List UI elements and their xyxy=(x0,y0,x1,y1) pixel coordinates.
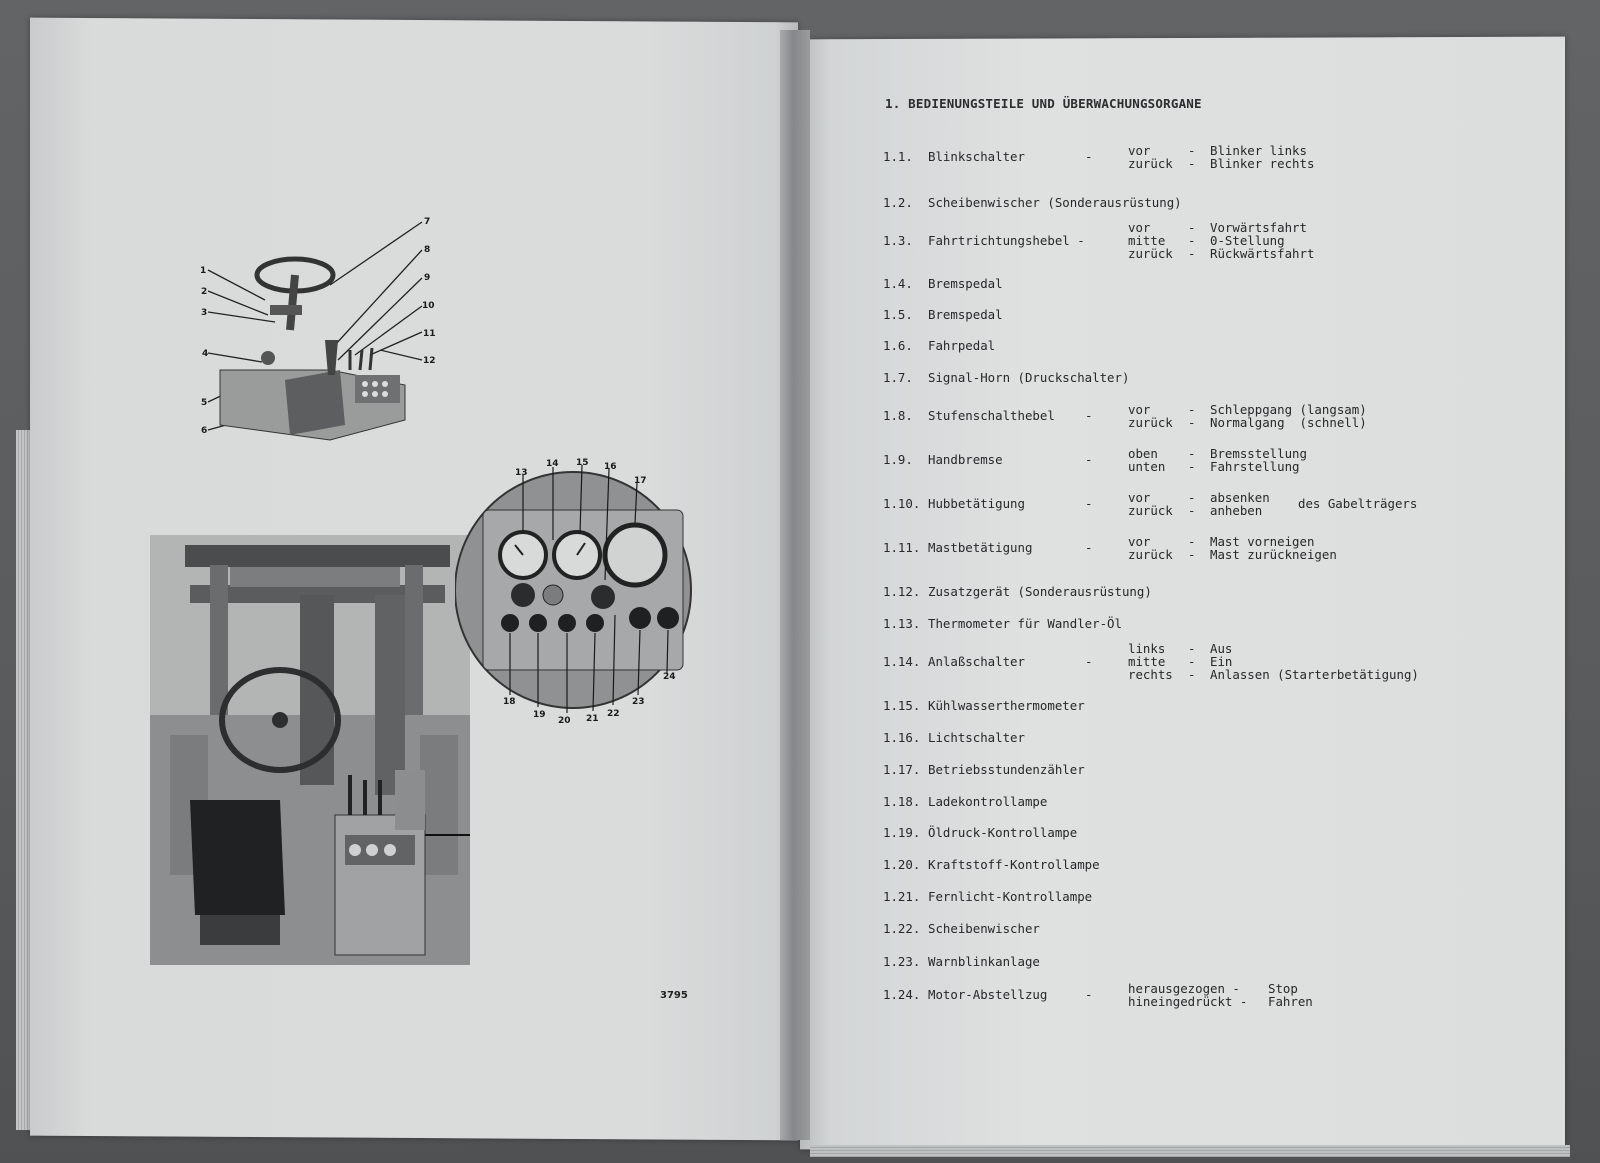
result-dash: - xyxy=(1188,414,1196,430)
entry-result: Blinker links xyxy=(1210,142,1307,158)
entry-position: unten xyxy=(1128,458,1166,474)
callout-3: 3 xyxy=(201,308,208,318)
callout-21: 21 xyxy=(586,714,599,724)
entry-result: Vorwärtsfahrt xyxy=(1210,220,1307,235)
callout-15: 15 xyxy=(576,458,589,468)
callout-14: 14 xyxy=(546,459,559,469)
entry-label: Hubbetätigung xyxy=(928,496,1025,511)
entry-number: 1.8. xyxy=(883,408,913,423)
callout-8: 8 xyxy=(424,245,431,255)
entry-number: 1.23. xyxy=(883,954,921,969)
entry-position: mitte xyxy=(1128,233,1166,248)
entry-number: 1.16. xyxy=(883,730,921,745)
entry-label: Scheibenwischer (Sonderausrüstung) xyxy=(928,195,1182,210)
entry-number: 1.3. xyxy=(883,233,913,248)
entry-position: zurück xyxy=(1128,246,1173,261)
entry-label: Thermometer für Wandler-Öl xyxy=(928,616,1122,631)
entry-result: Fahren xyxy=(1268,993,1313,1009)
entry-position: zurück xyxy=(1128,546,1173,562)
entry-dash: - xyxy=(1085,408,1093,423)
entry-position: herausgezogen - xyxy=(1128,980,1240,996)
entry-extra: des Gabelträgers xyxy=(1298,496,1418,511)
result-dash: - xyxy=(1188,533,1196,549)
entry-result: Mast vorneigen xyxy=(1210,533,1315,549)
page-number: 3795 xyxy=(660,990,688,1001)
entry-label: Anlaßschalter xyxy=(928,654,1025,669)
result-dash: - xyxy=(1188,246,1196,261)
entry-dash: - xyxy=(1085,149,1093,164)
result-dash: - xyxy=(1188,489,1196,505)
entry-result: Bremsstellung xyxy=(1210,445,1307,461)
entry-label: Bremspedal xyxy=(928,276,1003,291)
entry-label: Scheibenwischer xyxy=(928,921,1040,936)
result-dash: - xyxy=(1188,502,1196,518)
callout-18: 18 xyxy=(503,697,516,707)
entry-number: 1.21. xyxy=(883,889,921,904)
entry-result: 0-Stellung xyxy=(1210,233,1285,248)
callout-24: 24 xyxy=(663,672,676,682)
result-dash: - xyxy=(1188,654,1196,669)
entry-position: rechts xyxy=(1128,667,1173,682)
instrument-panel-inset xyxy=(455,455,705,735)
result-dash: - xyxy=(1188,641,1196,656)
entry-number: 1.6. xyxy=(883,338,913,353)
entry-number: 1.20. xyxy=(883,857,921,872)
callout-12: 12 xyxy=(423,356,436,366)
entry-number: 1.11. xyxy=(883,540,921,555)
entry-position: vor xyxy=(1128,533,1151,549)
result-dash: - xyxy=(1188,667,1196,682)
entry-result: absenken xyxy=(1210,489,1270,505)
entry-number: 1.2. xyxy=(883,195,913,210)
entry-result: Stop xyxy=(1268,980,1298,996)
entry-label: Motor-Abstellzug xyxy=(928,987,1048,1002)
entry-label: Öldruck-Kontrollampe xyxy=(928,825,1078,840)
callout-16: 16 xyxy=(604,462,617,472)
entry-label: Lichtschalter xyxy=(928,730,1025,745)
entry-label: Fahrpedal xyxy=(928,338,996,353)
section-title: 1. BEDIENUNGSTEILE UND ÜBERWACHUNGSORGANE xyxy=(885,96,1202,111)
callout-2: 2 xyxy=(201,287,208,297)
entry-label: Zusatzgerät (Sonderausrüstung) xyxy=(928,584,1152,599)
entry-position: zurück xyxy=(1128,414,1173,430)
entry-number: 1.17. xyxy=(883,762,921,777)
steering-column-figure xyxy=(190,210,450,460)
entry-position: oben xyxy=(1128,445,1158,461)
page-edges xyxy=(16,430,30,1130)
entry-number: 1.12. xyxy=(883,584,921,599)
entry-label: Warnblinkanlage xyxy=(928,954,1040,969)
entry-result: Aus xyxy=(1210,641,1233,656)
entry-position: links xyxy=(1128,641,1166,656)
result-dash: - xyxy=(1188,458,1196,474)
entry-label: Blinkschalter xyxy=(928,149,1025,164)
callout-11: 11 xyxy=(423,329,436,339)
entry-result: Anlassen (Starterbetätigung) xyxy=(1210,667,1419,682)
entry-number: 1.10. xyxy=(883,496,921,511)
callout-20: 20 xyxy=(558,716,571,726)
entry-number: 1.7. xyxy=(883,370,913,385)
callout-6: 6 xyxy=(201,426,208,436)
entry-label: Betriebsstundenzähler xyxy=(928,762,1085,777)
entry-label: Signal-Horn (Druckschalter) xyxy=(928,370,1130,385)
entry-label: Fahrtrichtungshebel - xyxy=(928,233,1085,248)
forklift-photo xyxy=(150,535,470,965)
entry-result: Blinker rechts xyxy=(1210,155,1315,171)
entry-label: Fernlicht-Kontrollampe xyxy=(928,889,1093,904)
entry-label: Stufenschalthebel xyxy=(928,408,1055,423)
callout-17: 17 xyxy=(634,476,647,486)
entry-dash: - xyxy=(1085,654,1093,669)
entry-position: vor xyxy=(1128,489,1151,505)
result-dash: - xyxy=(1188,445,1196,461)
entry-position: hineingedrückt - xyxy=(1128,993,1248,1009)
entry-position: vor xyxy=(1128,142,1151,158)
entry-label: Kraftstoff-Kontrollampe xyxy=(928,857,1100,872)
page-edges-bottom xyxy=(810,1145,1570,1157)
entry-position: mitte xyxy=(1128,654,1166,669)
entry-label: Mastbetätigung xyxy=(928,540,1033,555)
callout-7: 7 xyxy=(424,217,431,227)
entry-result: Ein xyxy=(1210,654,1233,669)
result-dash: - xyxy=(1188,220,1196,235)
callout-13: 13 xyxy=(515,468,528,478)
entry-result: anheben xyxy=(1210,502,1263,518)
entry-number: 1.4. xyxy=(883,276,913,291)
result-dash: - xyxy=(1188,401,1196,417)
entry-position: zurück xyxy=(1128,155,1173,171)
entry-result: Schleppgang (langsam) xyxy=(1210,401,1367,417)
entry-position: zurück xyxy=(1128,502,1173,518)
callout-5: 5 xyxy=(201,398,208,408)
entry-position: vor xyxy=(1128,401,1151,417)
entry-number: 1.5. xyxy=(883,307,913,322)
entry-number: 1.9. xyxy=(883,452,913,467)
callout-1: 1 xyxy=(200,266,207,276)
entry-number: 1.14. xyxy=(883,654,921,669)
result-dash: - xyxy=(1188,142,1196,158)
entry-result: Normalgang (schnell) xyxy=(1210,414,1367,430)
entry-result: Mast zurückneigen xyxy=(1210,546,1337,562)
entry-position: vor xyxy=(1128,220,1151,235)
entry-number: 1.24. xyxy=(883,987,921,1002)
entry-number: 1.18. xyxy=(883,794,921,809)
entry-label: Ladekontrollampe xyxy=(928,794,1048,809)
entry-label: Kühlwasserthermometer xyxy=(928,698,1085,713)
callout-4: 4 xyxy=(202,349,209,359)
entry-number: 1.19. xyxy=(883,825,921,840)
entry-number: 1.22. xyxy=(883,921,921,936)
result-dash: - xyxy=(1188,233,1196,248)
result-dash: - xyxy=(1188,155,1196,171)
callout-22: 22 xyxy=(607,709,620,719)
entry-label: Bremspedal xyxy=(928,307,1003,322)
entry-dash: - xyxy=(1085,987,1093,1002)
callout-9: 9 xyxy=(424,273,431,283)
entry-number: 1.1. xyxy=(883,149,913,164)
entry-dash: - xyxy=(1085,540,1093,555)
callout-10: 10 xyxy=(422,301,435,311)
callout-23: 23 xyxy=(632,697,645,707)
entry-dash: - xyxy=(1085,452,1093,467)
callout-19: 19 xyxy=(533,710,546,720)
book-gutter xyxy=(780,30,810,1140)
result-dash: - xyxy=(1188,546,1196,562)
entry-result: Fahrstellung xyxy=(1210,458,1300,474)
entry-label: Handbremse xyxy=(928,452,1003,467)
entry-number: 1.15. xyxy=(883,698,921,713)
entry-result: Rückwärtsfahrt xyxy=(1210,246,1315,261)
entry-dash: - xyxy=(1085,496,1093,511)
entry-number: 1.13. xyxy=(883,616,921,631)
